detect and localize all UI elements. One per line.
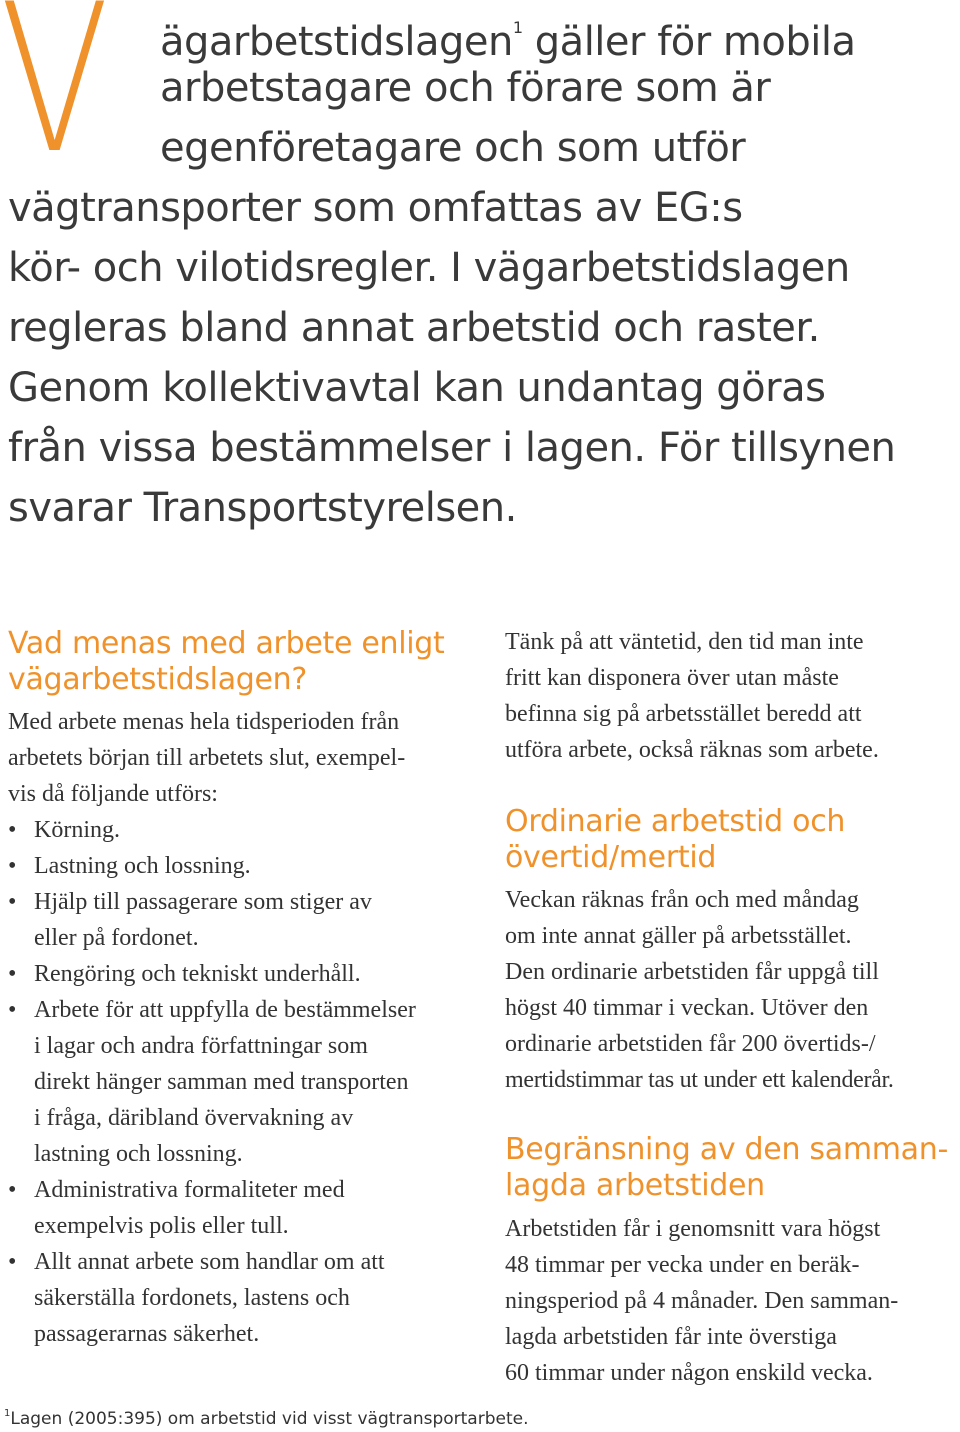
intro-line-5: kör- och vilotidsregler. I vägarbetstidslagen [8, 245, 850, 291]
bullet-icon: • [8, 1249, 17, 1275]
list-item-text: Hjälp till passagerare som stiger av [34, 889, 372, 915]
limitation-paragraph: Arbetstiden får i genomsnitt vara högst 48 timmar per vecka under en beräk- ningsperiod på 4 månader. Den samman- lagda arbetstiden får inte överstiga 60 timmar under någon enskild vecka. [505, 1216, 899, 1386]
section-heading-ordinary-hours: Ordinarie arbetstid och övertid/mertid [505, 804, 846, 875]
work-definition-paragraph: Med arbete menas hela tidsperioden från arbetets början till arbetets slut, exempel- vis då följande utförs: [8, 709, 406, 807]
list-item-text: eller på fordonet. [34, 925, 199, 951]
list-item [8, 848, 478, 884]
footnote-text: Lagen (2005:395) om arbetstid vid visst vägtransportarbete. [10, 1409, 529, 1429]
list-item-text: Rengöring och tekniskt underhåll. [34, 961, 361, 987]
list-item-text: säkerställa fordonets, lastens och [34, 1285, 350, 1311]
list-item [8, 956, 478, 992]
list-item-text: i lagar och andra författningar som [34, 1033, 368, 1059]
bullet-icon: • [8, 961, 17, 987]
intro-line-7: Genom kollektivavtal kan undantag göras [8, 365, 826, 411]
list-item-text: exempelvis polis eller tull. [34, 1213, 289, 1239]
intro-line-9: svarar Transportstyrelsen. [8, 485, 517, 531]
list-item-text: Administrativa formaliteter med [34, 1177, 345, 1203]
list-item-text: Lastning och lossning. [34, 853, 251, 879]
list-item [8, 992, 478, 1172]
bullet-icon: • [8, 997, 17, 1023]
footnote-marker[interactable]: 1 [512, 18, 523, 37]
list-item-text: Arbete för att uppfylla de bestämmelser [34, 997, 416, 1023]
drop-cap-letter: V [0, 0, 110, 199]
section-heading-work-definition: Vad menas med arbete enligt vägarbetstidslagen? [8, 626, 445, 697]
list-item [8, 1244, 478, 1352]
list-item [8, 884, 478, 956]
list-item-text: passagerarnas säkerhet. [34, 1321, 260, 1347]
intro-line-3: egenföretagare och som utför [160, 125, 746, 171]
intro-line-8: från vissa bestämmelser i lagen. För tillsynen [8, 425, 896, 471]
bullet-icon: • [8, 853, 17, 879]
list-item [8, 1172, 478, 1244]
list-item-text: i fråga, däribland övervakning av [34, 1105, 354, 1131]
footnote-number: 1 [4, 1408, 11, 1419]
intro-line-4: vägtransporter som omfattas av EG:s [8, 185, 743, 231]
ordinary-hours-paragraph: Veckan räknas från och med måndag om inte annat gäller på arbetsstället. Den ordinarie arbetstiden får uppgå till högst 40 timmar i veckan. Utöver den ordinarie arbetstiden får 200 övertids-/ mertidstimmar tas ut under ett kalenderår. [505, 887, 894, 1093]
list-item [8, 812, 478, 848]
intro-line-6: regleras bland annat arbetstid och raster. [8, 305, 820, 351]
footnote [4, 1403, 528, 1430]
bullet-icon: • [8, 817, 17, 843]
bullet-icon: • [8, 889, 17, 915]
list-item-text: Körning. [34, 817, 120, 843]
intro-line-2: arbetstagare och förare som är [160, 65, 771, 111]
section-heading-limitation: Begränsning av den samman- lagda arbetstiden [505, 1132, 948, 1203]
list-item-text: direkt hänger samman med transporten [34, 1069, 409, 1095]
waiting-time-paragraph: Tänk på att väntetid, den tid man inte fritt kan disponera över utan måste befinna sig på arbetsstället beredd att utföra arbete, också räknas som arbete. [505, 629, 879, 763]
work-activities-list [8, 812, 478, 1352]
intro-line-1: ägarbetstidslagen$^1$ gäller för mobila [160, 18, 856, 65]
list-item-text: lastning och lossning. [34, 1141, 243, 1167]
bullet-icon: • [8, 1177, 17, 1203]
list-item-text: Allt annat arbete som handlar om att [34, 1249, 385, 1275]
